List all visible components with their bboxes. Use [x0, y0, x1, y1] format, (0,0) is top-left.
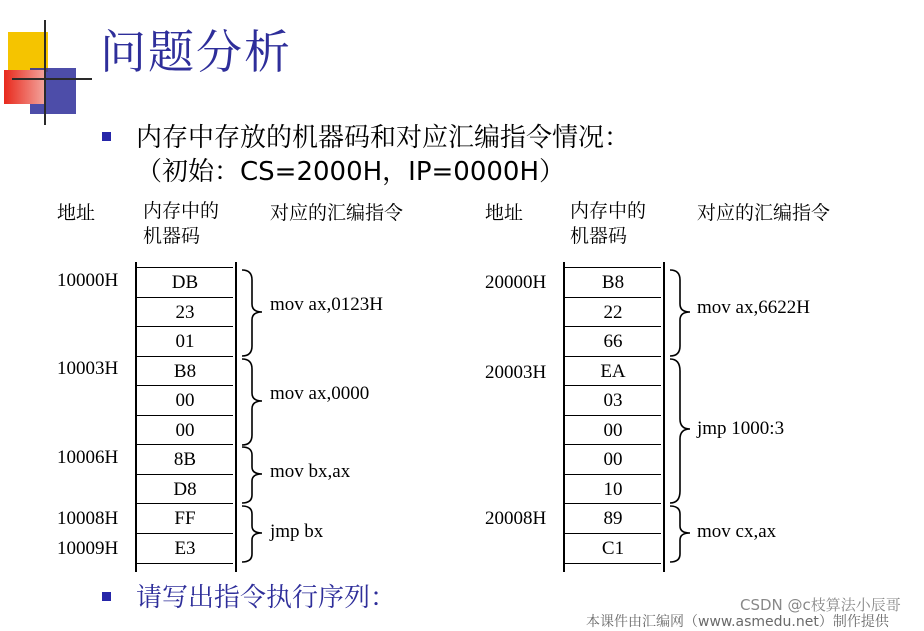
address-label: 10006H — [57, 447, 119, 468]
memory-cell: 00 — [137, 415, 233, 446]
instruction-label: jmp bx — [270, 521, 324, 542]
right-header-address: 地址 — [485, 202, 524, 224]
memory-cell: E3 — [137, 533, 233, 565]
corner-decoration — [0, 0, 100, 130]
memory-cell: 10 — [565, 474, 661, 505]
left-header-instruction: 对应的汇编指令 — [270, 202, 404, 224]
address-label: 20008H — [485, 508, 547, 529]
memory-cell: B8 — [137, 356, 233, 387]
right-header-machine-code-1: 内存中的 — [570, 200, 647, 222]
bullet2-text: 请写出指令执行序列： — [136, 583, 397, 613]
memory-cell: 00 — [565, 444, 661, 475]
right-header-machine-code-2: 机器码 — [570, 225, 628, 247]
memory-cell: C1 — [565, 533, 661, 565]
right-memory-column — [563, 262, 665, 572]
left-header-machine-code-1: 内存中的 — [143, 200, 220, 222]
brace-icon — [668, 504, 698, 564]
bullet1-line2: （初始：CS=2000H，IP=0000H） — [136, 157, 566, 187]
memory-cell: 01 — [137, 326, 233, 357]
bullet1-line1: 内存中存放的机器码和对应汇编指令情况： — [136, 123, 631, 153]
bullet-icon — [102, 592, 111, 601]
slide-title: 问题分析 — [100, 25, 292, 79]
instruction-label: mov ax,6622H — [697, 297, 810, 318]
address-label: 20000H — [485, 272, 547, 293]
address-label: 20003H — [485, 362, 547, 383]
instruction-label: mov bx,ax — [270, 461, 351, 482]
footer-text: 本课件由汇编网（www.asmedu.net）制作提供 — [586, 614, 889, 630]
left-header-machine-code-2: 机器码 — [143, 225, 201, 247]
address-label: 10008H — [57, 508, 119, 529]
memory-cell: B8 — [565, 267, 661, 298]
brace-icon — [240, 357, 270, 447]
memory-cell: 89 — [565, 503, 661, 534]
memory-cell: EA — [565, 356, 661, 387]
memory-cell: 00 — [137, 385, 233, 416]
memory-cell: FF — [137, 503, 233, 534]
bullet-icon — [102, 132, 111, 141]
instruction-label: mov ax,0123H — [270, 294, 383, 315]
memory-cell: 66 — [565, 326, 661, 357]
brace-icon — [240, 445, 270, 505]
memory-cell: D8 — [137, 474, 233, 505]
memory-cell: 22 — [565, 297, 661, 328]
brace-icon — [668, 268, 698, 358]
brace-icon — [240, 268, 270, 358]
memory-cell: 03 — [565, 385, 661, 416]
memory-cell: 8B — [137, 444, 233, 475]
instruction-label: mov ax,0000 — [270, 383, 370, 404]
address-label: 10003H — [57, 358, 119, 379]
memory-cell: 00 — [565, 415, 661, 446]
address-label: 10009H — [57, 538, 119, 559]
instruction-label: jmp 1000:3 — [697, 418, 785, 439]
right-header-instruction: 对应的汇编指令 — [697, 202, 831, 224]
brace-icon — [668, 357, 698, 505]
memory-cell: DB — [137, 267, 233, 298]
watermark-text: CSDN @c枝算法小辰哥 — [740, 596, 901, 614]
brace-icon — [240, 504, 270, 564]
instruction-label: mov cx,ax — [697, 521, 777, 542]
left-header-address: 地址 — [57, 202, 96, 224]
address-label: 10000H — [57, 270, 119, 291]
left-memory-column — [135, 262, 237, 572]
memory-cell: 23 — [137, 297, 233, 328]
